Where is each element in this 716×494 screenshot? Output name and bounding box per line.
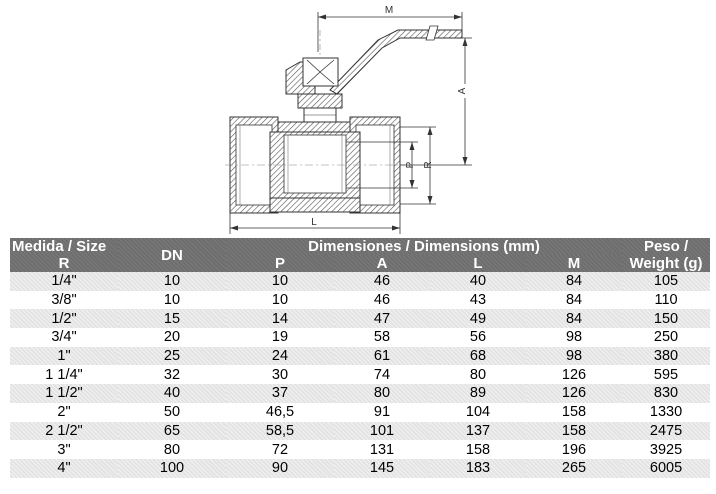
- cell-weight: 150: [622, 309, 710, 328]
- cell-dn: 25: [118, 347, 226, 366]
- cell-weight: 110: [622, 291, 710, 310]
- header-size-bottom: R: [10, 255, 118, 272]
- ball-valve-drawing: [0, 0, 716, 238]
- table-row: [10, 347, 710, 366]
- header-m: M: [526, 255, 622, 272]
- cell-size: 1": [10, 347, 118, 366]
- cell-size: 1 1/4": [10, 365, 118, 384]
- cell-weight: 380: [622, 347, 710, 366]
- cell-a: 46: [334, 291, 430, 310]
- cell-dn: 32: [118, 365, 226, 384]
- cell-weight: 105: [622, 272, 710, 291]
- header-p: P: [226, 255, 334, 272]
- table-row: [10, 328, 710, 347]
- cell-m: 158: [526, 422, 622, 441]
- table-header: [10, 238, 710, 272]
- cell-m: 126: [526, 365, 622, 384]
- cell-p: 30: [226, 365, 334, 384]
- cell-dn: 65: [118, 422, 226, 441]
- cell-m: 84: [526, 272, 622, 291]
- cell-size: 3/4": [10, 328, 118, 347]
- cell-a: 58: [334, 328, 430, 347]
- cell-weight: 830: [622, 384, 710, 403]
- label-l: L: [311, 217, 317, 228]
- table-row: [10, 422, 710, 441]
- cell-a: 46: [334, 272, 430, 291]
- cell-a: 47: [334, 309, 430, 328]
- cell-m: 158: [526, 403, 622, 422]
- dimension-l: [230, 213, 400, 234]
- cell-weight: 1330: [622, 403, 710, 422]
- cell-p: 37: [226, 384, 334, 403]
- cell-a: 101: [334, 422, 430, 441]
- dimension-m: [318, 3, 462, 52]
- label-m: M: [384, 5, 394, 16]
- cell-l: 80: [430, 365, 526, 384]
- cell-m: 126: [526, 384, 622, 403]
- cell-p: 46,5: [226, 403, 334, 422]
- cell-m: 84: [526, 291, 622, 310]
- cell-dn: 40: [118, 384, 226, 403]
- table-row: [10, 291, 710, 310]
- cell-dn: 20: [118, 328, 226, 347]
- cell-l: 137: [430, 422, 526, 441]
- cell-m: 98: [526, 347, 622, 366]
- cell-p: 10: [226, 272, 334, 291]
- cell-l: 49: [430, 309, 526, 328]
- cell-weight: 3925: [622, 440, 710, 459]
- cell-size: 3": [10, 440, 118, 459]
- cell-size: 2 1/2": [10, 422, 118, 441]
- label-a: A: [457, 87, 468, 95]
- header-a: A: [334, 255, 430, 272]
- cell-l: 43: [430, 291, 526, 310]
- table-row: [10, 272, 710, 291]
- cell-a: 61: [334, 347, 430, 366]
- cell-weight: 6005: [622, 459, 710, 478]
- cell-p: 14: [226, 309, 334, 328]
- cell-size: 1/4": [10, 272, 118, 291]
- valve-handle: [286, 26, 462, 94]
- cell-dn: 10: [118, 272, 226, 291]
- cell-p: 19: [226, 328, 334, 347]
- cell-a: 91: [334, 403, 430, 422]
- cell-a: 131: [334, 440, 430, 459]
- cell-a: 80: [334, 384, 430, 403]
- cell-p: 24: [226, 347, 334, 366]
- table-row: [10, 403, 710, 422]
- cell-l: 89: [430, 384, 526, 403]
- header-weight-top: Peso /: [622, 238, 710, 255]
- header-weight-bottom: Weight (g): [622, 255, 710, 272]
- cell-a: 74: [334, 365, 430, 384]
- cell-size: 1/2": [10, 309, 118, 328]
- table-row: [10, 309, 710, 328]
- cell-l: 104: [430, 403, 526, 422]
- cell-size: 3/8": [10, 291, 118, 310]
- cell-l: 183: [430, 459, 526, 478]
- cell-weight: 2475: [622, 422, 710, 441]
- cell-size: 2": [10, 403, 118, 422]
- cell-dn: 100: [118, 459, 226, 478]
- cell-dn: 10: [118, 291, 226, 310]
- cell-weight: 250: [622, 328, 710, 347]
- cell-m: 196: [526, 440, 622, 459]
- header-l: L: [430, 255, 526, 272]
- cell-p: 72: [226, 440, 334, 459]
- cell-size: 4": [10, 459, 118, 478]
- table-row: [10, 365, 710, 384]
- cell-l: 68: [430, 347, 526, 366]
- cell-p: 58,5: [226, 422, 334, 441]
- cell-m: 265: [526, 459, 622, 478]
- header-dn: DN: [118, 238, 226, 272]
- cell-a: 145: [334, 459, 430, 478]
- cell-p: 90: [226, 459, 334, 478]
- table-row: [10, 440, 710, 459]
- valve-dimensions-table: [10, 238, 710, 478]
- cell-l: 56: [430, 328, 526, 347]
- label-r: R: [423, 161, 434, 169]
- cell-dn: 80: [118, 440, 226, 459]
- cell-size: 1 1/2": [10, 384, 118, 403]
- cell-m: 98: [526, 328, 622, 347]
- cell-p: 10: [226, 291, 334, 310]
- table-body: [10, 272, 710, 478]
- cell-weight: 595: [622, 365, 710, 384]
- cell-dn: 15: [118, 309, 226, 328]
- cell-l: 40: [430, 272, 526, 291]
- label-p: P: [405, 161, 416, 169]
- cell-dn: 50: [118, 403, 226, 422]
- table-row: [10, 459, 710, 478]
- cell-m: 84: [526, 309, 622, 328]
- header-size-top: Medida / Size: [10, 238, 118, 255]
- header-dimensions: Dimensiones / Dimensions (mm): [226, 238, 622, 255]
- cell-l: 158: [430, 440, 526, 459]
- table-row: [10, 384, 710, 403]
